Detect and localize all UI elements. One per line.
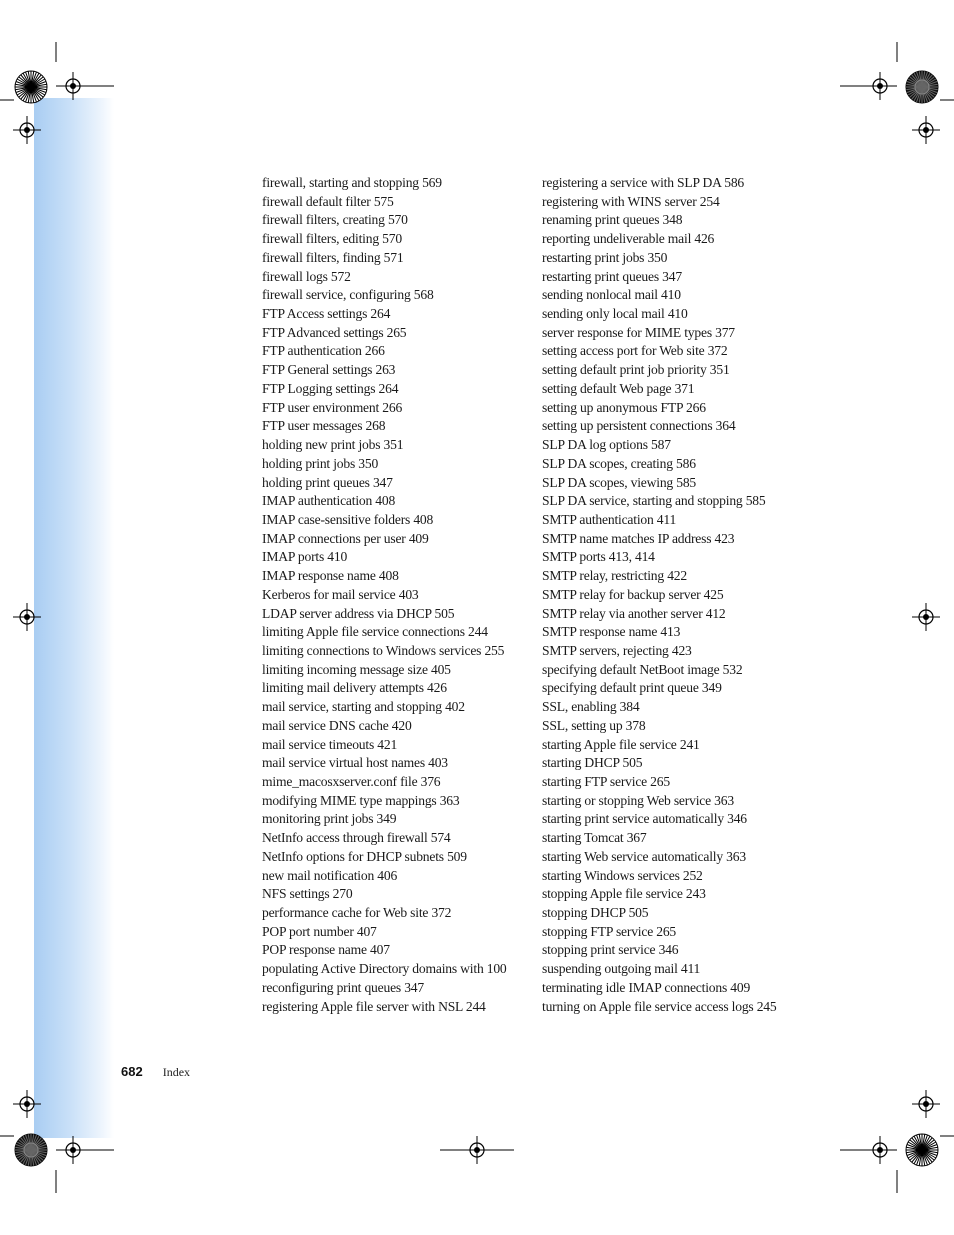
- index-entry: SLP DA log options 587: [542, 437, 671, 453]
- index-entry: sending nonlocal mail 410: [542, 287, 681, 303]
- index-entry: performance cache for Web site 372: [262, 905, 452, 921]
- index-entry: IMAP case-sensitive folders 408: [262, 511, 434, 527]
- index-entry: turning on Apple file service access logs 245: [542, 998, 777, 1014]
- index-entry: SSL, setting up 378: [542, 717, 646, 733]
- index-entry: firewall filters, editing 570: [262, 231, 402, 247]
- index-entry: starting Apple file service 241: [542, 736, 700, 752]
- index-entry: setting up persistent connections 364: [542, 418, 736, 434]
- registration-dot: [923, 614, 929, 620]
- registration-dot: [877, 1147, 883, 1153]
- index-entry: FTP authentication 266: [262, 343, 385, 359]
- index-entry: LDAP server address via DHCP 505: [262, 605, 455, 621]
- index-entry: renaming print queues 348: [542, 212, 683, 228]
- index-entry: SMTP relay, restricting 422: [542, 568, 687, 584]
- index-entry: SMTP ports 413, 414: [542, 549, 655, 565]
- index-entry: FTP Access settings 264: [262, 306, 391, 322]
- index-entry: setting access port for Web site 372: [542, 343, 728, 359]
- registration-dot: [24, 1101, 30, 1107]
- index-entry: modifying MIME type mappings 363: [262, 792, 460, 808]
- index-entry: setting default Web page 371: [542, 380, 695, 396]
- index-entry: starting print service automatically 346: [542, 811, 747, 827]
- index-entry: reporting undeliverable mail 426: [542, 231, 715, 247]
- index-entry: starting Web service automatically 363: [542, 848, 746, 864]
- index-entry: SLP DA scopes, creating 586: [542, 455, 696, 471]
- index-entry: IMAP response name 408: [262, 568, 399, 584]
- index-entry: NetInfo access through firewall 574: [262, 830, 451, 846]
- registration-dot: [24, 127, 30, 133]
- index-entry: limiting Apple file service connections 244: [262, 624, 488, 640]
- index-entry: stopping FTP service 265: [542, 923, 677, 939]
- registration-dot: [923, 1101, 929, 1107]
- registration-dot: [877, 83, 883, 89]
- index-entry: limiting connections to Windows services 255: [262, 642, 505, 658]
- index-entry: FTP user messages 268: [262, 418, 386, 434]
- index-entry: stopping print service 346: [542, 942, 679, 958]
- index-entry: IMAP ports 410: [262, 549, 348, 565]
- index-entry: POP port number 407: [262, 923, 377, 939]
- index-entry: restarting print jobs 350: [542, 249, 668, 265]
- index-entry: SMTP relay via another server 412: [542, 605, 726, 621]
- index-entry: IMAP authentication 408: [262, 493, 396, 509]
- registration-dot: [474, 1147, 480, 1153]
- index-entry: firewall filters, creating 570: [262, 212, 408, 228]
- index-entry: limiting incoming message size 405: [262, 661, 451, 677]
- index-entry: NetInfo options for DHCP subnets 509: [262, 848, 467, 864]
- index-entry: firewall filters, finding 571: [262, 249, 404, 265]
- index-entry: POP response name 407: [262, 942, 390, 958]
- index-entry: firewall default filter 575: [262, 193, 394, 209]
- index-entry: starting or stopping Web service 363: [542, 792, 734, 808]
- index-entry: mail service virtual host names 403: [262, 755, 448, 771]
- index-entry: SMTP authentication 411: [542, 511, 677, 527]
- index-entry: new mail notification 406: [262, 867, 398, 883]
- index-entry: restarting print queues 347: [542, 268, 682, 284]
- index-entry: mail service timeouts 421: [262, 736, 398, 752]
- index-entry: firewall, starting and stopping 569: [262, 175, 442, 190]
- index-column-left: [262, 174, 532, 1016]
- index-entry: firewall service, configuring 568: [262, 287, 434, 303]
- section-label: Index: [162, 1065, 191, 1079]
- page-footer: [121, 1062, 190, 1082]
- index-entry: SMTP relay for backup server 425: [542, 586, 724, 602]
- index-entry: specifying default NetBoot image 532: [542, 661, 743, 677]
- index-entry: Kerberos for mail service 403: [262, 586, 419, 602]
- registration-dot: [70, 1147, 76, 1153]
- index-entry: stopping Apple file service 243: [542, 886, 706, 902]
- index-entry: populating Active Directory domains with 100: [262, 961, 507, 977]
- index-entry: starting FTP service 265: [542, 774, 670, 789]
- index-entry: holding print queues 347: [262, 474, 393, 490]
- index-entry: registering with WINS server 254: [542, 193, 720, 209]
- index-entry: registering Apple file server with NSL 244: [262, 998, 486, 1014]
- index-entry: SMTP name matches IP address 423: [542, 530, 735, 546]
- index-entry: FTP Advanced settings 265: [262, 324, 407, 340]
- index-entry: monitoring print jobs 349: [262, 811, 397, 827]
- index-entry: SSL, enabling 384: [542, 699, 640, 715]
- index-entry: SLP DA service, starting and stopping 585: [542, 493, 766, 509]
- index-entry: holding new print jobs 351: [262, 437, 404, 453]
- index-entry: reconfiguring print queues 347: [262, 979, 424, 995]
- index-entry: mail service DNS cache 420: [262, 717, 412, 733]
- index-entry: SMTP servers, rejecting 423: [542, 642, 692, 658]
- index-entry: firewall logs 572: [262, 268, 351, 284]
- index-entry: server response for MIME types 377: [542, 324, 735, 340]
- index-entry: registering a service with SLP DA 586: [542, 175, 745, 190]
- index-entry: NFS settings 270: [262, 886, 353, 902]
- index-entry: starting DHCP 505: [542, 755, 643, 771]
- index-entry: FTP General settings 263: [262, 362, 396, 378]
- index-entry: stopping DHCP 505: [542, 905, 649, 921]
- index-entry: suspending outgoing mail 411: [542, 961, 701, 977]
- page-number: 682: [121, 1064, 143, 1079]
- registration-dot: [70, 83, 76, 89]
- index-column-right: [542, 174, 802, 1016]
- registration-dot: [923, 127, 929, 133]
- index-entry: limiting mail delivery attempts 426: [262, 680, 447, 696]
- index-entry: FTP user environment 266: [262, 399, 403, 415]
- index-entry: holding print jobs 350: [262, 455, 379, 471]
- index-entry: SLP DA scopes, viewing 585: [542, 474, 697, 490]
- index-entry: mail service, starting and stopping 402: [262, 699, 465, 715]
- registration-dot: [24, 614, 30, 620]
- index-entry: mime_macosxserver.conf file 376: [262, 774, 441, 789]
- index-entry: terminating idle IMAP connections 409: [542, 979, 751, 995]
- index-entry: SMTP response name 413: [542, 624, 681, 640]
- index-entry: IMAP connections per user 409: [262, 530, 429, 546]
- index-entry: starting Windows services 252: [542, 867, 703, 883]
- color-target-center: [28, 84, 34, 90]
- index-entry: FTP Logging settings 264: [262, 380, 399, 396]
- index-entry: specifying default print queue 349: [542, 680, 722, 696]
- index-entry: setting up anonymous FTP 266: [542, 399, 706, 415]
- index-entry: setting default print job priority 351: [542, 362, 730, 378]
- color-target-center: [919, 1147, 925, 1153]
- index-entry: starting Tomcat 367: [542, 830, 647, 846]
- index-entry: sending only local mail 410: [542, 306, 688, 322]
